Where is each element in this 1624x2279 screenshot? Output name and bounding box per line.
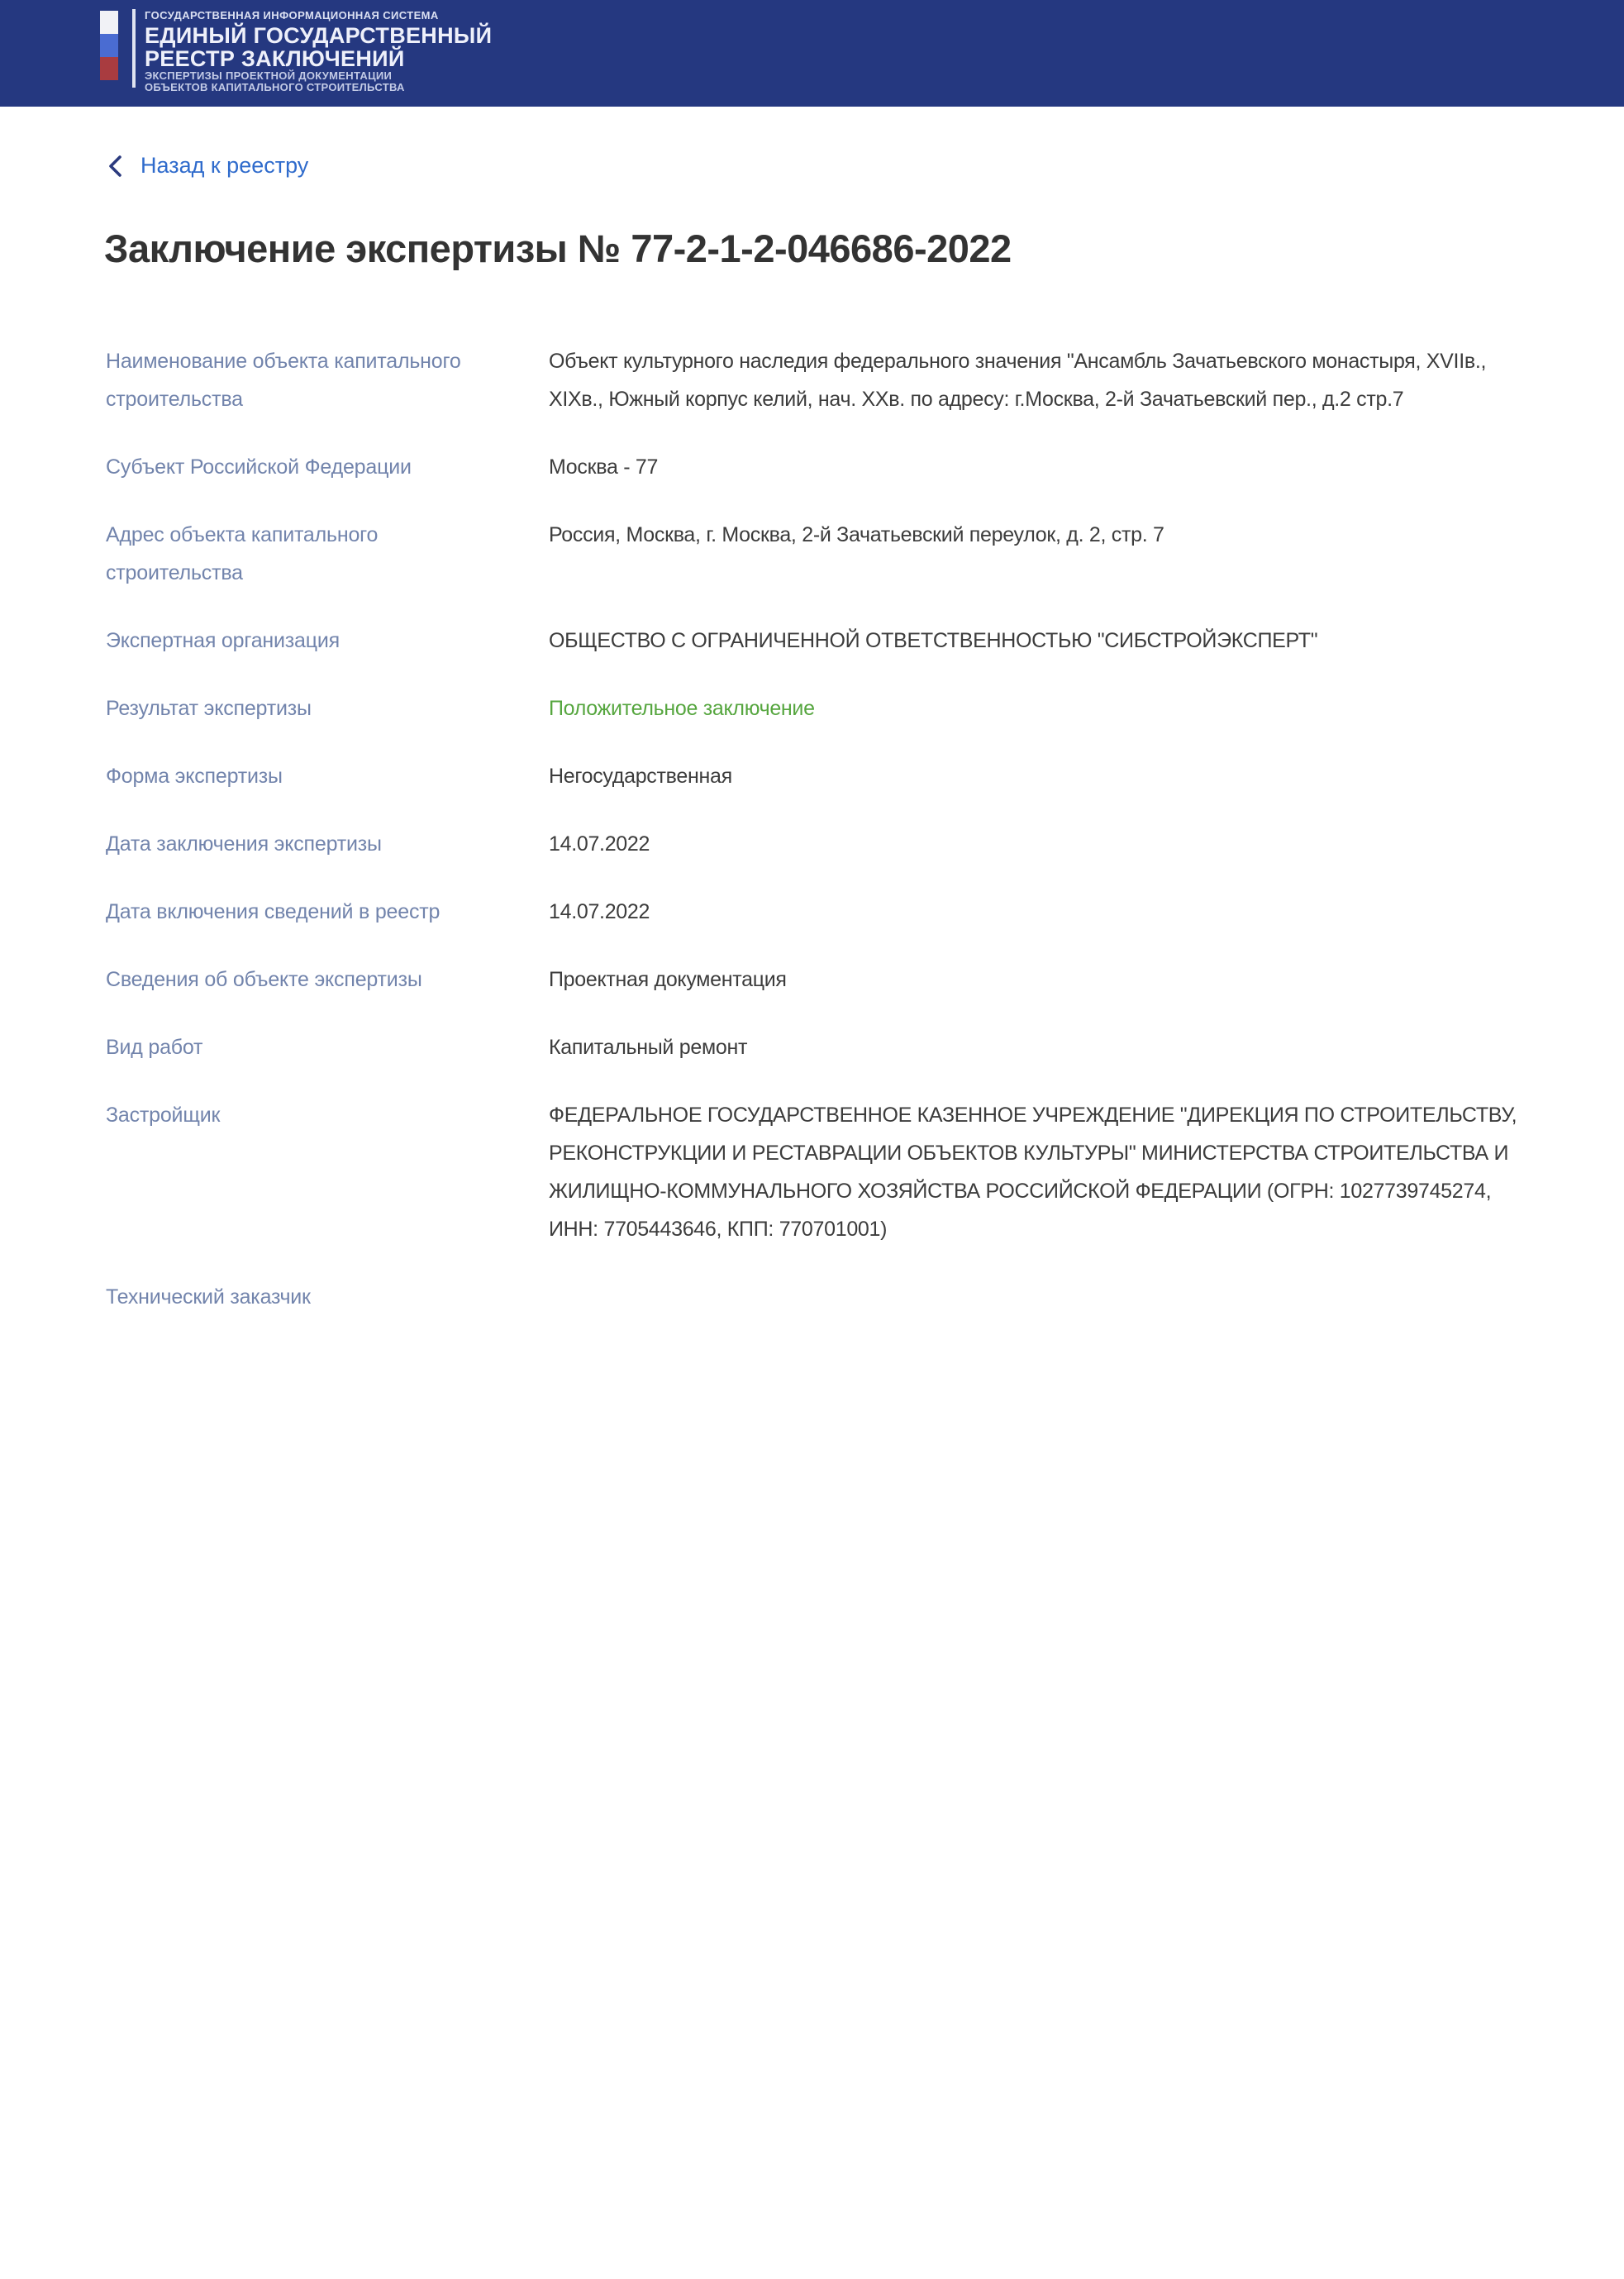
logo-title-line2: РЕЕСТР ЗАКЛЮЧЕНИЙ (145, 46, 405, 71)
field-label: Адрес объекта капитального строительства (106, 522, 379, 584)
field-row-expertise-result (106, 689, 1518, 727)
field-row-expertise-form (106, 757, 1518, 795)
field-value: ФЕДЕРАЛЬНОЕ ГОСУДАРСТВЕННОЕ КАЗЕННОЕ УЧРЕЖДЕНИЕ "ДИРЕКЦИЯ ПО СТРОИТЕЛЬСТВУ, РЕКОНСТРУКЦИИ И РЕСТАВРАЦИИ ОБЪЕКТОВ КУЛЬТУРЫ" МИНИСТЕРСТВА СТРОИТЕЛЬСТВА И ЖИЛИЩНО-КОММУНАЛЬНОГО ХОЗЯЙСТВА РОССИЙСКОЙ ФЕДЕРАЦИИ (ОГРН: 1027739745274, ИНН: 7705443646, КПП: 770701001) (549, 1103, 1517, 1241)
field-value: Москва - 77 (549, 455, 659, 479)
logo-subtitle-line1: ЭКСПЕРТИЗЫ ПРОЕКТНОЙ ДОКУМЕНТАЦИИ (145, 69, 393, 82)
field-label: Дата заключения экспертизы (106, 832, 382, 856)
field-row-registry-inclusion-date (106, 893, 1518, 931)
logo-title-line1: ЕДИНЫЙ ГОСУДАРСТВЕННЫЙ (145, 23, 493, 48)
field-row-federation-subject (106, 448, 1518, 486)
field-value: 14.07.2022 (549, 832, 650, 856)
field-row-expertise-object-info (106, 961, 1518, 999)
field-row-object-name (106, 342, 1518, 418)
field-value: Объект культурного наследия федерального значения "Ансамбль Зачатьевского монастыря, XVIIв., XIXв., Южный корпус келий, нач. XXв. по адресу: г.Москва, 2-й Зачатьевский пер., д.2 стр.7 (549, 349, 1487, 411)
logo-gis-line: ГОСУДАРСТВЕННАЯ ИНФОРМАЦИОННАЯ СИСТЕМА (145, 9, 439, 21)
field-value: Негосударственная (549, 764, 732, 788)
field-label: Дата включения сведений в реестр (106, 899, 441, 923)
chevron-left-icon (106, 154, 124, 179)
field-value: Капитальный ремонт (549, 1035, 748, 1059)
field-row-expert-organization (106, 622, 1518, 660)
field-value: Проектная документация (549, 967, 787, 991)
field-value: Россия, Москва, г. Москва, 2-й Зачатьевский переулок, д. 2, стр. 7 (549, 522, 1164, 546)
field-row-work-type (106, 1028, 1518, 1066)
logo-text (145, 9, 492, 93)
field-label: Экспертная организация (106, 628, 340, 652)
field-label: Наименование объекта капитального строительства (106, 349, 461, 411)
conclusion-details (106, 342, 1518, 1316)
logo-subtitle-line2: ОБЪЕКТОВ КАПИТАЛЬНОГО СТРОИТЕЛЬСТВА (145, 81, 405, 93)
field-row-developer (106, 1096, 1518, 1248)
field-label: Технический заказчик (106, 1285, 311, 1309)
expertise-result-status: Положительное заключение (549, 696, 815, 720)
back-link-label: Назад к реестру (140, 153, 309, 178)
field-value: ОБЩЕСТВО С ОГРАНИЧЕННОЙ ОТВЕТСТВЕННОСТЬЮ "СИБСТРОЙЭКСПЕРТ" (549, 628, 1318, 652)
logo-divider (132, 9, 136, 88)
field-value: 14.07.2022 (549, 899, 650, 923)
back-to-registry-link[interactable] (106, 153, 308, 179)
site-logo[interactable] (100, 9, 492, 93)
field-label: Застройщик (106, 1103, 221, 1127)
field-label: Форма экспертизы (106, 764, 283, 788)
page-title: Заключение экспертизы № 77-2-1-2-046686-2022 (104, 226, 1012, 270)
field-value (549, 1278, 1518, 1316)
field-label: Субъект Российской Федерации (106, 455, 412, 479)
field-row-object-address (106, 516, 1518, 592)
field-label: Сведения об объекте экспертизы (106, 967, 422, 991)
field-row-technical-customer (106, 1278, 1518, 1316)
russian-flag-icon (100, 11, 118, 80)
field-label: Результат экспертизы (106, 696, 312, 720)
field-label: Вид работ (106, 1035, 203, 1059)
site-header (0, 0, 1624, 107)
field-row-conclusion-date (106, 825, 1518, 863)
